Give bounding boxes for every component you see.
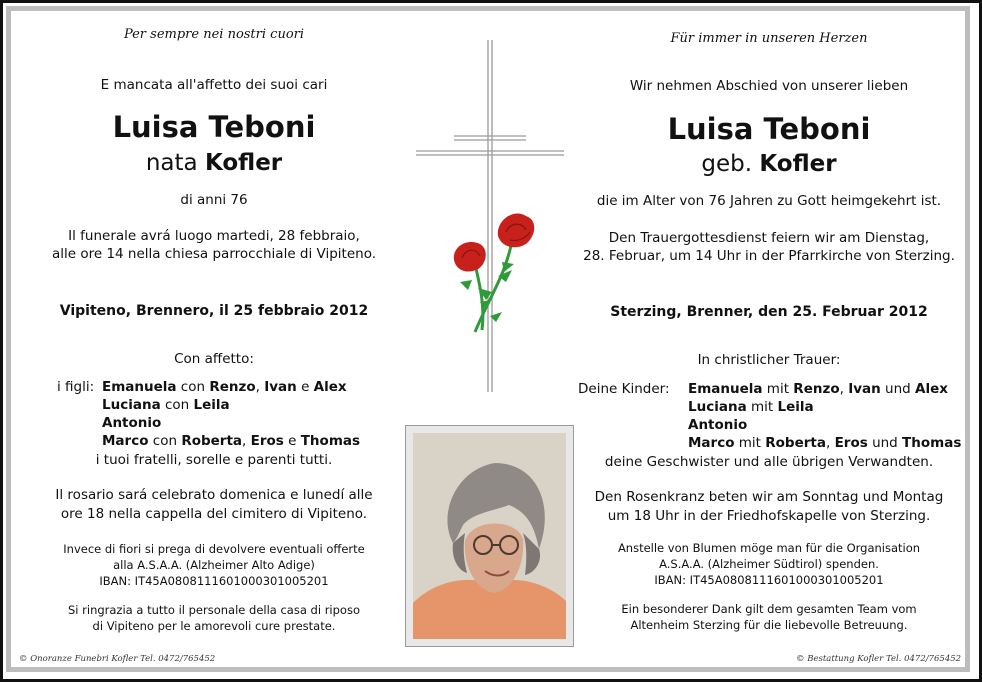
- left-children-row-3: Antonio: [102, 415, 162, 431]
- right-funeral-line-2: 28. Februar, um 14 Uhr in der Pfarrkirche von Sterzing.: [583, 248, 955, 264]
- right-relatives: deine Geschwister und alle übrigen Verwandten.: [604, 454, 934, 470]
- left-funeral-line-1: Il funerale avrá luogo martedi, 28 febbraio,: [68, 228, 360, 244]
- right-rosary-line-1: Den Rosenkranz beten wir am Sonntag und Montag: [594, 489, 944, 505]
- right-rosary-line-2: um 18 Uhr in der Friedhofskapelle von Sterzing.: [607, 508, 931, 524]
- left-intro: E mancata all'affetto dei suoi cari: [100, 77, 328, 93]
- right-flowers-line-1: Anstelle von Blumen möge man für die Organisation: [617, 541, 921, 555]
- left-deceased-name: Luisa Teboni: [112, 110, 316, 144]
- left-affection: Con affetto:: [174, 351, 254, 367]
- left-place-date: Vipiteno, Brennero, il 25 febbraio 2012: [59, 303, 369, 319]
- left-rosary-line-2: ore 18 nella cappella del cimitero di Vipiteno.: [60, 506, 368, 522]
- left-relatives: i tuoi fratelli, sorelle e parenti tutti.: [95, 452, 333, 468]
- roses-icon: [454, 213, 534, 332]
- right-iban: IBAN: IT45A0808111601000301005201: [654, 573, 884, 587]
- left-thanks-line-1: Si ringrazia a tutto il personale della casa di riposo: [68, 603, 360, 617]
- right-children-row-4: Marco mit Roberta, Eros und Thomas: [688, 435, 962, 451]
- right-funeral-line-1: Den Trauergottesdienst feiern wir am Dienstag,: [608, 230, 930, 246]
- left-motto: Per sempre nei nostri cuori: [123, 27, 305, 42]
- right-age: die im Alter von 76 Jahren zu Gott heimgekehrt ist.: [596, 193, 942, 209]
- left-children-row-2: Luciana con Leila: [102, 397, 230, 413]
- right-place-date: Sterzing, Brenner, den 25. Februar 2012: [610, 304, 928, 320]
- right-maiden-name: geb. Kofler: [701, 151, 837, 177]
- right-thanks-line-2: Altenheim Sterzing für die liebevolle Betreuung.: [630, 618, 908, 632]
- cross-icon: [416, 40, 564, 392]
- left-iban: IBAN: IT45A0808111601000301005201: [99, 574, 329, 588]
- right-affection: In christlicher Trauer:: [697, 352, 841, 368]
- portrait-photo: [413, 433, 566, 639]
- left-rosary-line-1: Il rosario sará celebrato domenica e lunedí alle: [55, 487, 373, 503]
- right-children-row-3: Antonio: [688, 417, 748, 433]
- left-flowers-line-2: alla A.S.A.A. (Alzheimer Alto Adige): [113, 558, 315, 572]
- right-motto: Für immer in unseren Herzen: [670, 31, 868, 46]
- cross-with-roses: [410, 36, 570, 396]
- right-children-row-1: Emanuela mit Renzo, Ivan und Alex: [688, 381, 948, 397]
- right-children-row-2: Luciana mit Leila: [688, 399, 814, 415]
- portrait-photo-frame: [405, 425, 574, 647]
- left-age: di anni 76: [180, 192, 248, 208]
- left-funeral-line-2: alle ore 14 nella chiesa parrocchiale di Vipiteno.: [51, 246, 377, 262]
- right-intro: Wir nehmen Abschied von unserer lieben: [629, 78, 909, 94]
- right-thanks-line-1: Ein besonderer Dank gilt dem gesamten Team vom: [621, 602, 917, 616]
- left-thanks-line-2: di Vipiteno per le amorevoli cure prestate.: [92, 619, 336, 633]
- left-footer: © Onoranze Funebri Kofler Tel. 0472/765452: [19, 654, 216, 664]
- left-children-row-1: Emanuela con Renzo, Ivan e Alex: [102, 379, 347, 395]
- left-flowers-line-1: Invece di fiori si prega di devolvere eventuali offerte: [63, 542, 365, 556]
- left-children-row-4: Marco con Roberta, Eros e Thomas: [102, 433, 361, 449]
- right-flowers-line-2: A.S.A.A. (Alzheimer Südtirol) spenden.: [659, 557, 879, 571]
- left-children-label: i figli:: [57, 379, 95, 395]
- right-children-label: Deine Kinder:: [578, 381, 670, 397]
- right-footer: © Bestattung Kofler Tel. 0472/765452: [796, 654, 962, 664]
- right-deceased-name: Luisa Teboni: [667, 112, 871, 146]
- left-maiden-name: nata Kofler: [145, 150, 283, 176]
